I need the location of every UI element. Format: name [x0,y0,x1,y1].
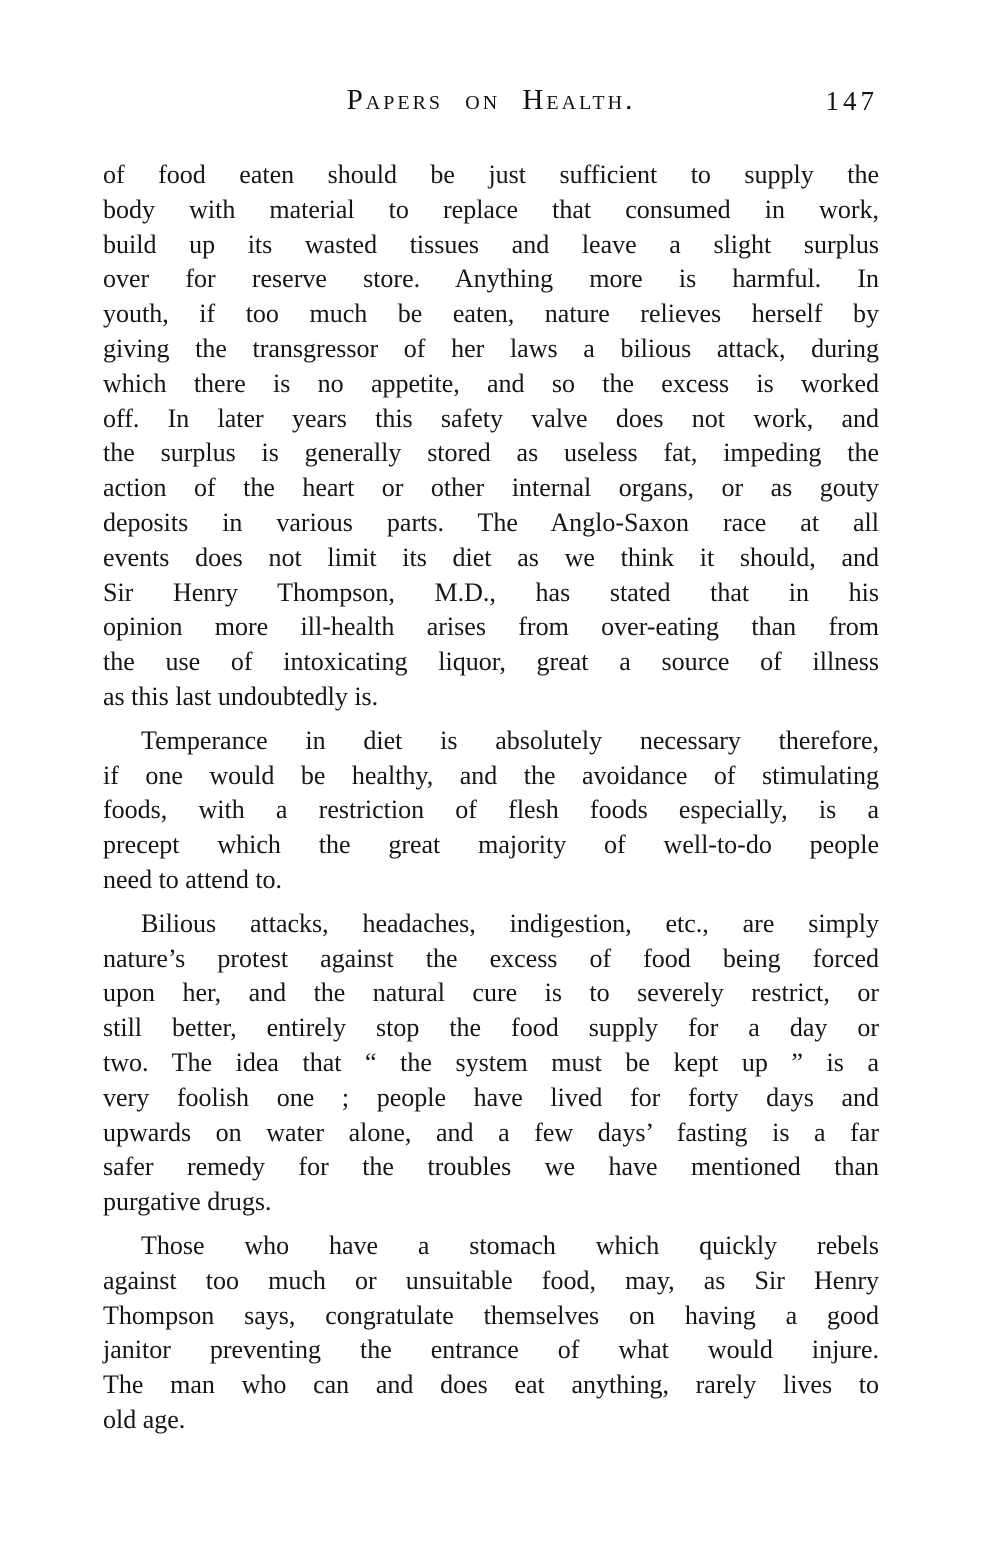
text-line: purgative drugs. [103,1187,272,1217]
paragraph [103,907,879,1220]
running-title: Papers on Health. [346,84,636,116]
text-line: events does not limit its diet as we think it should, and [103,542,879,572]
text-line: two. The idea that “ the system must be kept up ” is a [103,1047,879,1077]
text-line: janitor preventing the entrance of what would injure. [103,1335,879,1365]
paragraph [103,158,879,715]
text-line: upon her, and the natural cure is to severely restrict, or [103,978,879,1008]
text-line: off. In later years this safety valve does not work, and [103,403,879,433]
text-line: the surplus is generally stored as useless fat, impeding the [103,438,879,468]
text-line: Those who have a stomach which quickly rebels [141,1230,879,1260]
page-body [103,158,879,1438]
text-line: safer remedy for the troubles we have mentioned than [103,1152,879,1182]
paragraph [103,724,879,898]
text-line: nature’s protest against the excess of food being forced [103,943,879,973]
text-line: build up its wasted tissues and leave a slight surplus [103,229,879,259]
text-line: precept which the great majority of well-to-do people [103,830,879,860]
text-line: body with material to replace that consumed in work, [103,194,879,224]
text-line: Bilious attacks, headaches, indigestion, etc., are simply [141,908,879,938]
page-header [103,84,879,118]
text-line: foods, with a restriction of flesh foods especially, is a [103,795,879,825]
text-line: of food eaten should be just sufficient to supply the [103,160,879,189]
text-line: youth, if too much be eaten, nature relieves herself by [103,299,879,329]
text-column [103,84,879,1438]
text-line: old age. [103,1404,186,1434]
text-line: Sir Henry Thompson, M.D., has stated that in his [103,577,879,607]
text-line: opinion more ill-health arises from over-eating than from [103,612,879,642]
page-number: 147 [825,86,878,116]
text-line: upwards on water alone, and a few days’ fasting is a far [103,1117,879,1147]
text-line: action of the heart or other internal organs, or as gouty [103,473,879,503]
text-line: Temperance in diet is absolutely necessary therefore, [141,725,879,755]
text-line: the use of intoxicating liquor, great a source of illness [103,647,879,677]
text-line: over for reserve store. Anything more is harmful. In [103,264,879,294]
text-line: if one would be healthy, and the avoidance of stimulating [103,760,879,790]
paragraph [103,1229,879,1438]
text-line: deposits in various parts. The Anglo-Saxon race at all [103,507,879,537]
text-line: as this last undoubtedly is. [103,681,379,711]
text-line: Thompson says, congratulate themselves on having a good [103,1300,879,1330]
text-line: The man who can and does eat anything, rarely lives to [103,1370,879,1400]
text-line: giving the transgressor of her laws a bilious attack, during [103,333,879,363]
text-line: need to attend to. [103,864,283,894]
text-line: very foolish one ; people have lived for forty days and [103,1082,879,1112]
text-line: which there is no appetite, and so the excess is worked [103,368,879,398]
text-line: still better, entirely stop the food supply for a day or [103,1013,879,1043]
text-line: against too much or unsuitable food, may, as Sir Henry [103,1265,879,1295]
